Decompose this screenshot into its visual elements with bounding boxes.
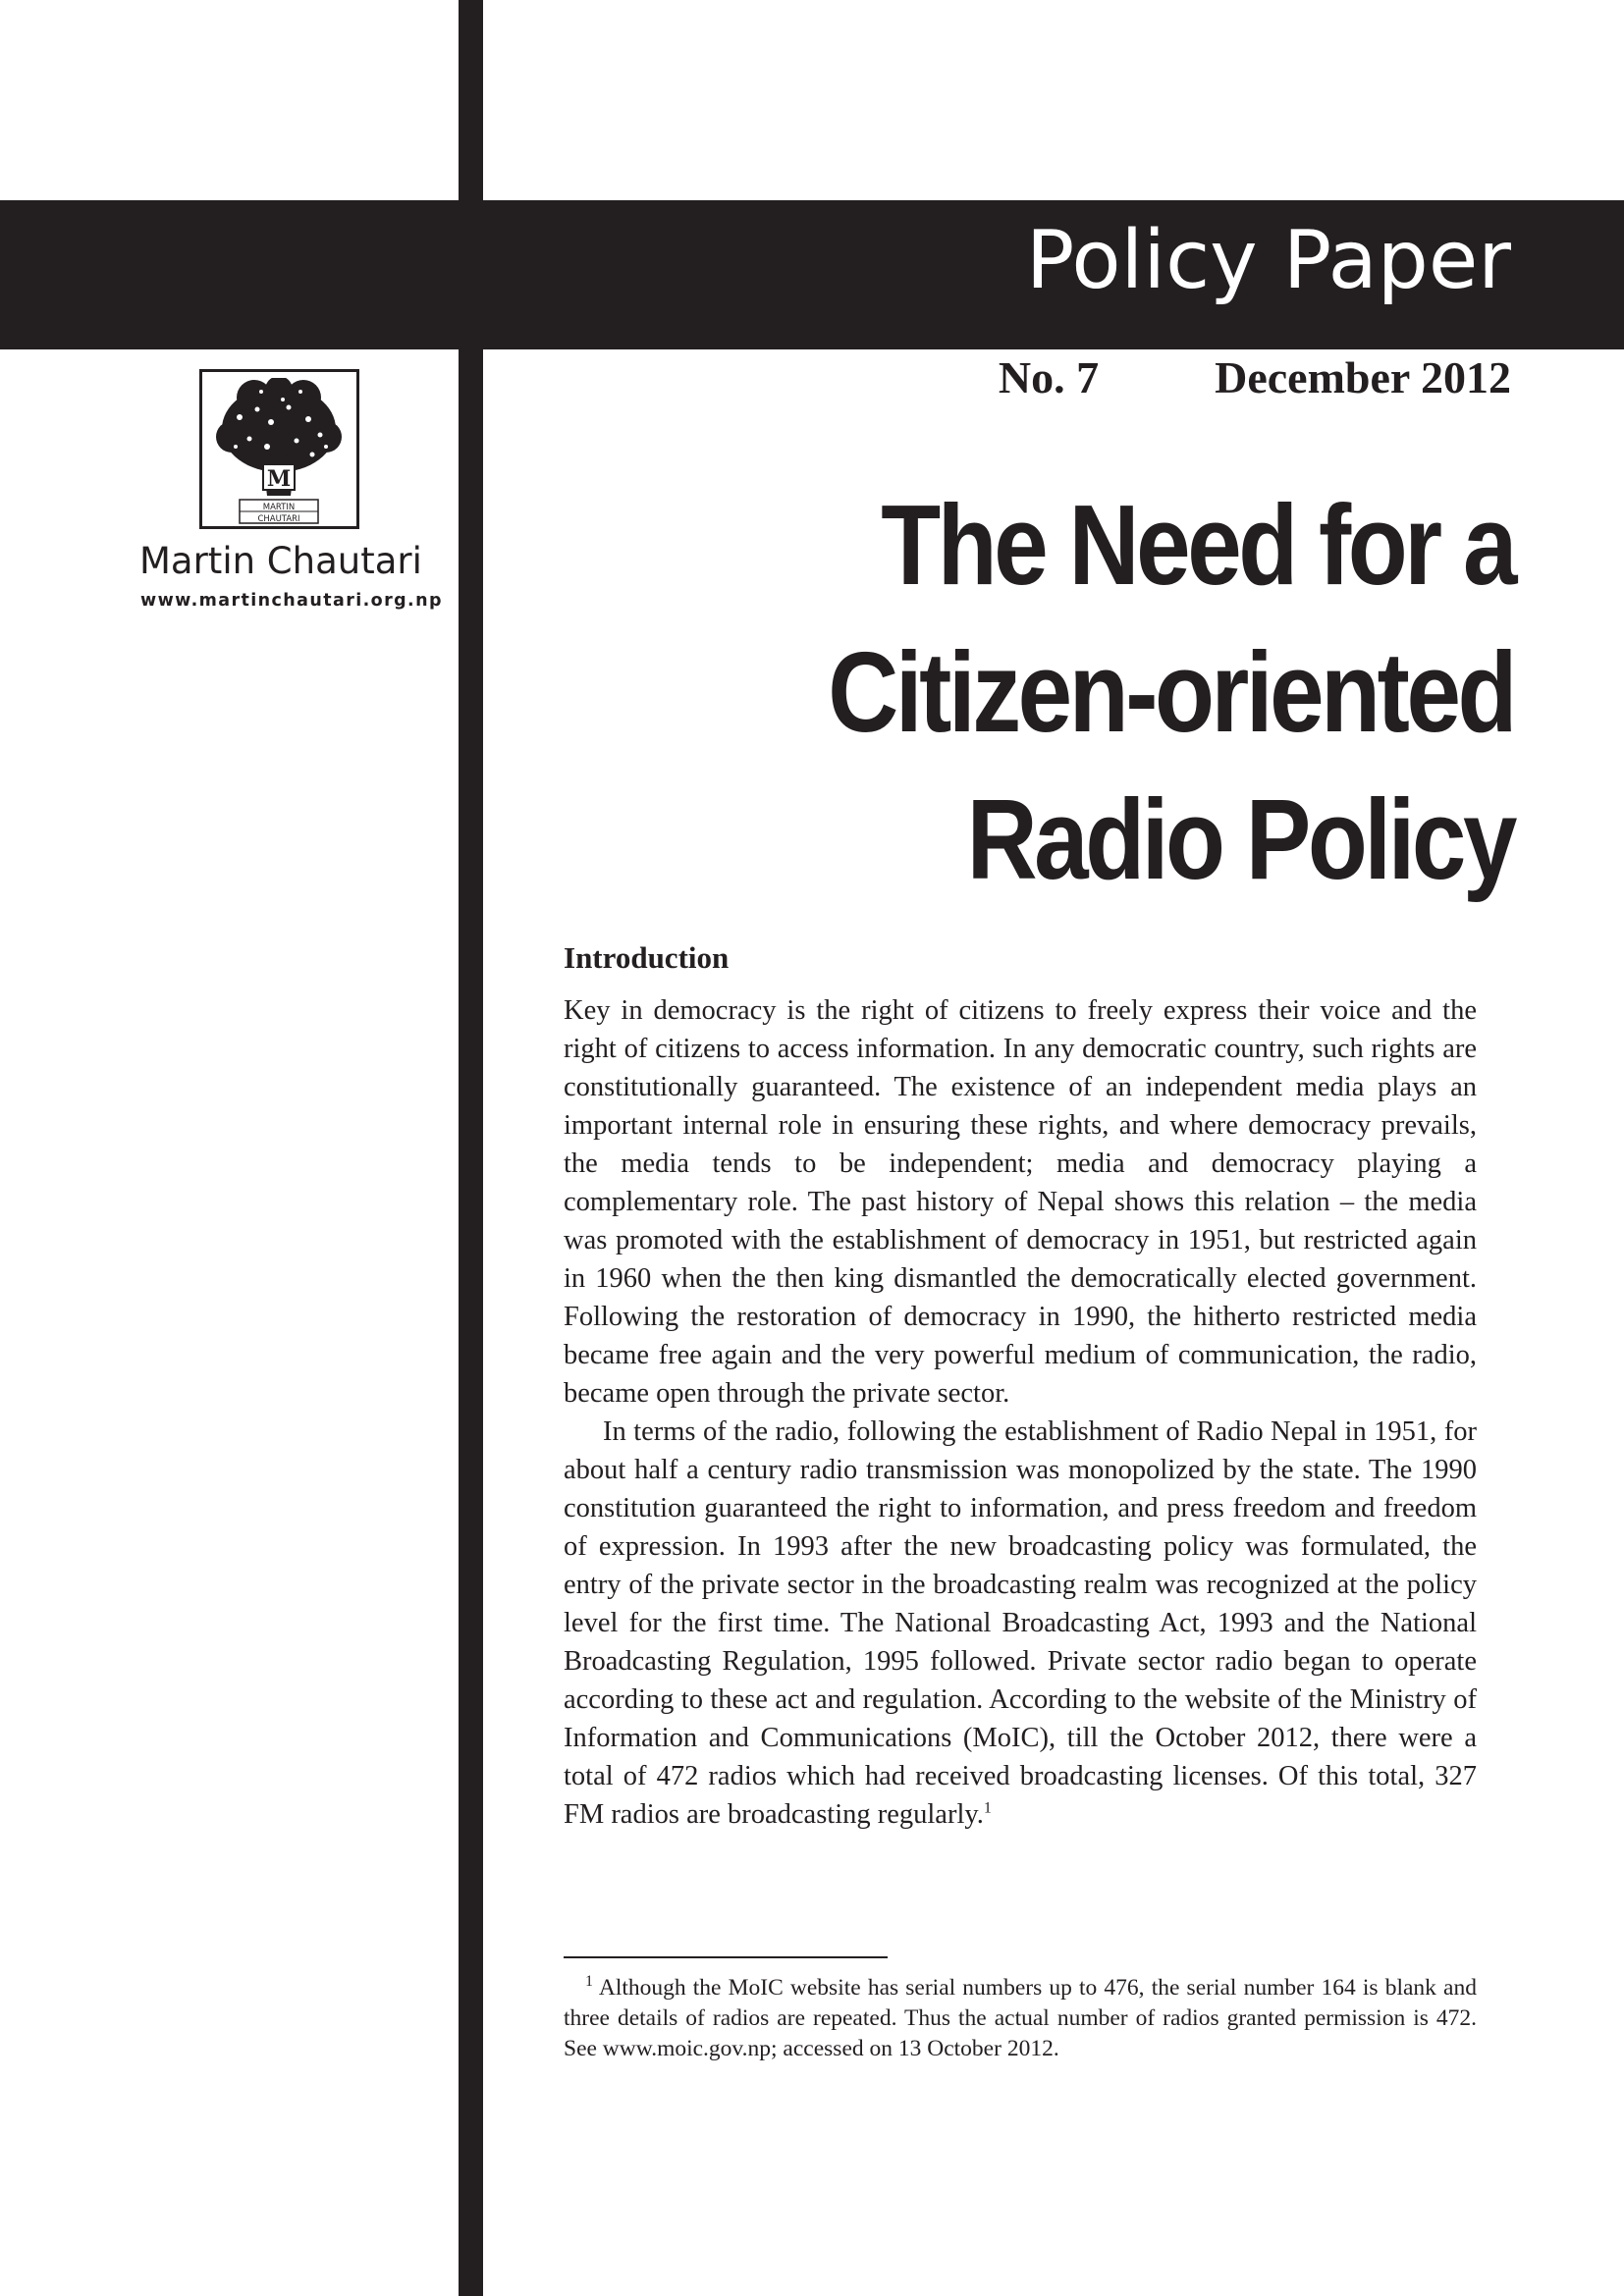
paragraph-text: In terms of the radio, following the establishment of Radio Nepal in 1951, for about half a century radio transmission was monopolized by the state. The 1990 constitution guaranteed the right to information, and press freedom and freedom of expression. In 1993 after the new broadcasting policy was formulated, the entry of the private sector in the broadcasting realm was recognized at the policy level for the first time. The National Broadcasting Act, 1993 and the National Broadcasting Regulation, 1995 followed. Private sector radio began to operate according to these act and regulation. According to the website of the Ministry of Information and Communications (MoIC), till the October 2012, there were a total of 472 radios which had received broadcasting licenses. Of this total, 327 FM radios are broadcasting regularly. [564, 1416, 1477, 1830]
paper-title [630, 471, 1514, 913]
vertical-bar [459, 0, 483, 2296]
issue-date: December 2012 [1215, 352, 1511, 402]
footnote-rule [564, 1956, 888, 1958]
organization-name: Martin Chautari [139, 540, 422, 582]
organization-url: www.martinchautari.org.np [140, 591, 443, 611]
paragraph [564, 1413, 1477, 1834]
organization-logo [199, 369, 359, 529]
logo-text-bottom: CHAUTARI [257, 514, 300, 524]
issue-line [999, 351, 1511, 403]
tree-logo-icon [210, 378, 349, 525]
logo-text-top: MARTIN [262, 503, 296, 512]
title-line: Radio Policy [966, 775, 1514, 903]
banner-left-block [0, 200, 460, 349]
title-line: Citizen-oriented [828, 628, 1514, 756]
banner-title: Policy Paper [1025, 214, 1511, 307]
introduction-section [564, 940, 1477, 1834]
title-line: The Need for a [881, 481, 1514, 609]
section-heading: Introduction [564, 940, 730, 975]
logo-letter: M [266, 466, 292, 492]
footnote [564, 1973, 1477, 2064]
footnote-text: Although the MoIC website has serial numbers up to 476, the serial number 164 is blank and three details of radios are repeated. Thus the actual number of radios granted permission is 472. See www.moic.gov.np; accessed on 13 October 2012. [564, 1975, 1477, 2061]
issue-number: No. 7 [998, 352, 1100, 402]
footnote-number: 1 [585, 1973, 593, 1991]
footnote-marker: 1 [983, 1799, 992, 1817]
paragraph: Key in democracy is the right of citizens to freely express their voice and the right of citizens to access information. In any democratic country, such rights are constitutionally guaranteed. The existence of an independent media plays an important internal role in ensuring these rights, and where democracy prevails, the media tends to be independent; media and democracy playing a complementary role. The past history of Nepal shows this relation – the media was promoted with the establishment of democracy in 1951, but restricted again in 1960 when the then king dismantled the democratically elected government. Following the restoration of democracy in 1990, the hitherto restricted media became free again and the very powerful medium of communication, the radio, became open through the private sector. [564, 995, 1477, 1409]
